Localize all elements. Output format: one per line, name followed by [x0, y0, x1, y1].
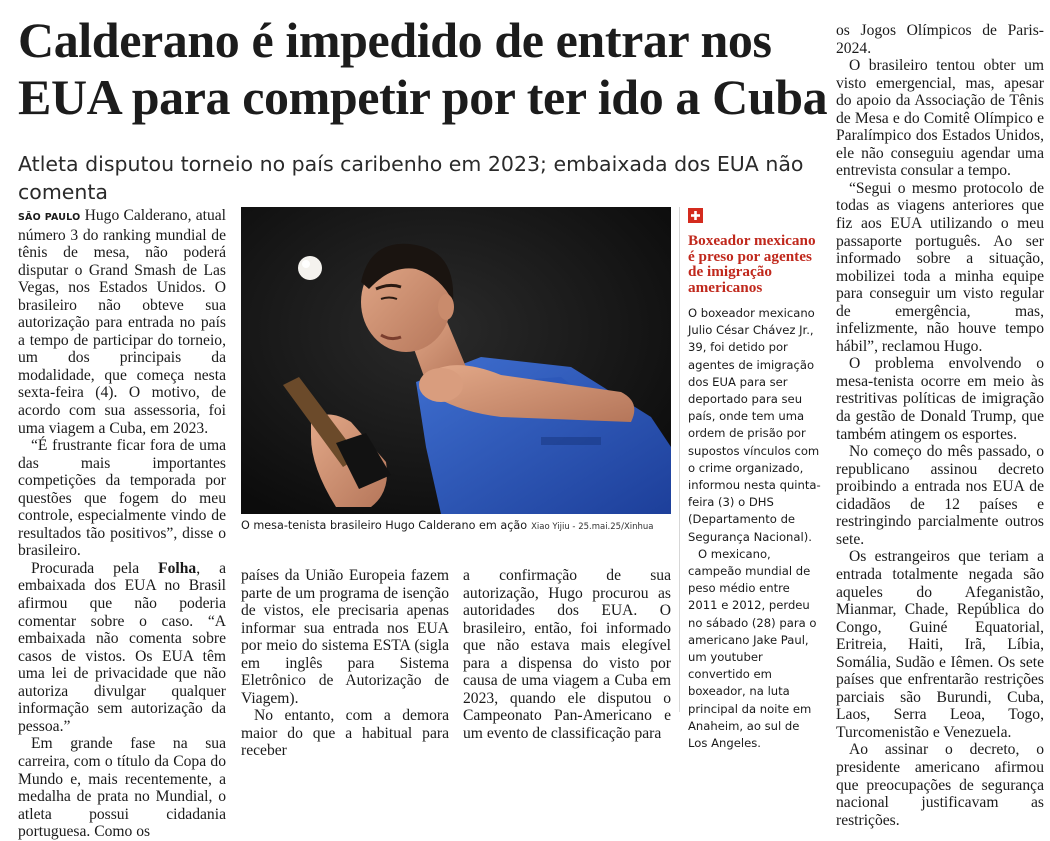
- headline: Calderano é impedido de entrar nos EUA para competir por ter ido a Cuba: [18, 12, 828, 125]
- article-column-1: [18, 207, 226, 841]
- paragraph: Em grande fase na sua carreira, com o título da Copa do Mundo e, mais recentemente, a medalha de prata no Mundial, o atleta possui cidadania portuguesa. Como os: [18, 735, 226, 841]
- article-column-5: [836, 22, 1044, 829]
- article-column-2: [241, 567, 449, 760]
- paragraph: “Segui o mesmo protocolo de todas as viagens anteriores que fiz aos EUA utilizando o meu passaporte português. Ao ser informado sobre a situação, mobilizei toda a minha equipe para conseguir um visto regular de emergência, mas, infelizmente, não houve tempo hábil”, reclamou Hugo.: [836, 179, 1044, 355]
- paragraph: [18, 207, 226, 437]
- paragraph-text: Hugo Calderano, atual número 3 do ranking mundial de tênis de mesa, não poderá disputar o Grand Smash de Las Vegas, nos Estados Unidos. O brasileiro não obteve sua autorização para entrada no país a tempo de participar do torneio, um dos principais da modalidade, que começa nesta sexta-feira (4). O motivo, de acordo com sua assessoria, foi uma viagem a Cuba, em 2023.: [18, 207, 226, 437]
- sidebar-body: [688, 305, 822, 752]
- article-photo: [241, 207, 671, 514]
- article-column-3: [463, 567, 671, 742]
- paragraph: Ao assinar o decreto, o presidente americano afirmou que preocupações de segurança nacional justificavam as restrições.: [836, 741, 1044, 829]
- paragraph: os Jogos Olímpicos de Paris-2024.: [836, 22, 1044, 57]
- paragraph: a confirmação de sua autorização, Hugo procurou as autoridades dos EUA. O brasileiro, então, foi informado que não estava mais elegível para a dispensa do visto por causa de uma viagem a Cuba em 2023, quando ele disputou o Campeonato Pan-Americano e um evento de classificação para: [463, 567, 671, 742]
- photo-caption: [241, 519, 671, 534]
- paragraph: O brasileiro tentou obter um visto emergencial, mas, apesar do apoio da Associação de Tênis de Mesa e do Comitê Olímpico e Paralímpico dos Estados Unidos, ele não conseguiu agendar uma entrevista consular a tempo.: [836, 57, 1044, 180]
- paragraph: O problema envolvendo o mesa-tenista ocorre em meio às restritivas políticas de imigração da gestão de Donald Trump, que também atingem os esportes.: [836, 355, 1044, 443]
- paragraph-text: , a embaixada dos EUA no Brasil afirmou que não poderia comentar sobre o caso. “A embaixada não comenta sobre casos de vistos. Os EUA têm uma lei de privacidade que não autoriza divulgar qualquer informação sem autorização da pessoa.”: [18, 559, 227, 735]
- dateline: SÃO PAULO: [18, 212, 81, 223]
- caption-text: O mesa-tenista brasileiro Hugo Calderano em ação: [241, 519, 528, 532]
- column-divider: [679, 207, 680, 712]
- photo-illustration: [241, 207, 671, 514]
- plus-icon: [688, 208, 703, 223]
- paragraph: No começo do mês passado, o republicano assinou decreto proibindo a entrada nos EUA de cidadãos de 12 países e restringindo parcialmente outros sete.: [836, 443, 1044, 548]
- subheadline: Atleta disputou torneio no país caribenho em 2023; embaixada dos EUA não comenta: [18, 152, 804, 204]
- paragraph: “É frustrante ficar fora de uma das mais importantes competições da temporada por questões que fogem do meu controle, especialmente vindo de resultados tão positivos”, disse o brasileiro.: [18, 437, 226, 560]
- paragraph: países da União Europeia fazem parte de um programa de isenção de vistos, ele precisaria apenas informar sua entrada nos EUA por meio do sistema ESTA (sigla em inglês para Sistema Eletrônico de Autorização de Viagem).: [241, 567, 449, 707]
- paragraph: O boxeador mexicano Julio César Chávez Jr., 39, foi detido por agentes de imigração dos EUA para ser deportado para seu país, onde tem uma ordem de prisão por supostos vínculos com o crime organizado, informou nesta quinta-feira (3) o DHS (Departamento de Segurança Nacional).: [688, 306, 821, 544]
- sidebar-title: Boxeador mexicano é preso por agentes de imigração americanos: [688, 232, 816, 296]
- paragraph: No entanto, com a demora maior do que a habitual para receber: [241, 707, 449, 760]
- photo-credit: Xiao Yijiu - 25.mai.25/Xinhua: [531, 522, 654, 532]
- paragraph: O mexicano, campeão mundial de peso médio entre 2011 e 2012, perdeu no sábado (28) para o americano Jake Paul, um youtuber convertido em boxeador, na luta principal da noite em Anaheim, ao sul de Los Angeles.: [688, 546, 817, 751]
- paragraph: Os estrangeiros que teriam a entrada totalmente negada são aqueles do Afeganistão, Mianmar, Chade, República do Congo, Guiné Equatorial, Eritreia, Haiti, Irã, Líbia, Somália, Sudão e Iêmen. Os sete países que enfrentarão restrições parciais são Burundi, Cuba, Laos, Serra Leoa, Togo, Turcomenistão e Venezuela.: [836, 548, 1044, 741]
- paragraph-text: Procurada pela: [31, 559, 159, 577]
- paragraph: [18, 560, 226, 735]
- publication-name: Folha: [158, 559, 197, 577]
